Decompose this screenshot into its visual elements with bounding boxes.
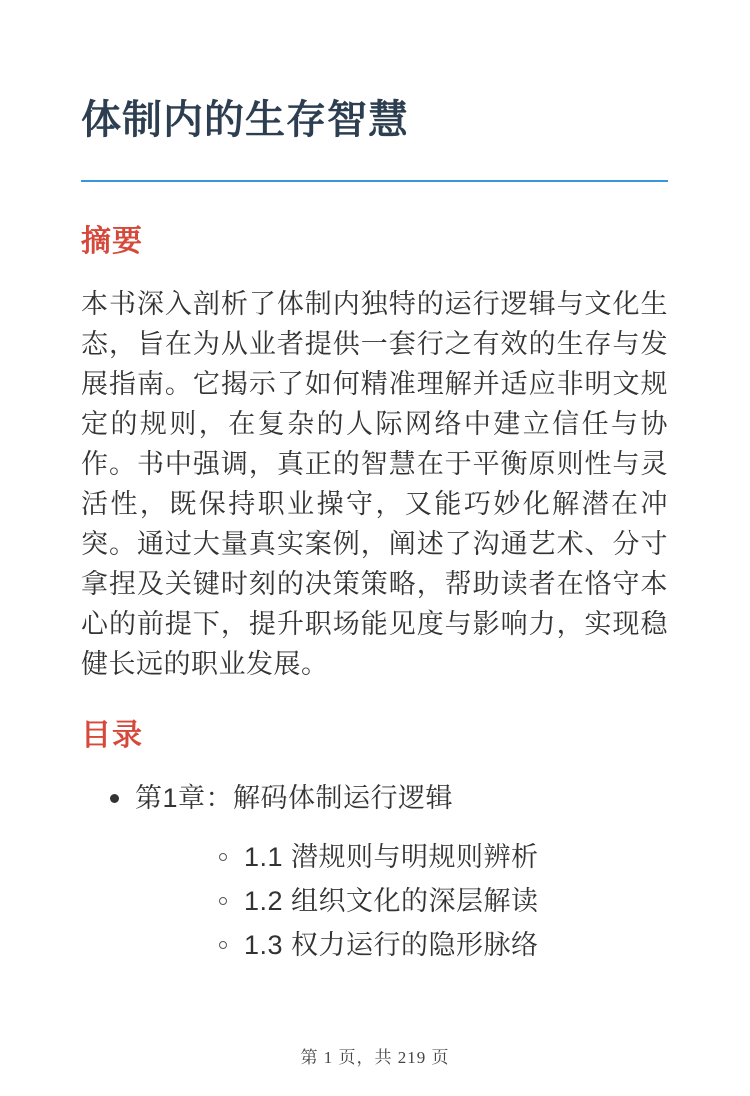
document-page bbox=[0, 96, 750, 1096]
document-title: 体制内的生存智慧 bbox=[81, 98, 409, 142]
abstract-heading: 摘要 bbox=[81, 225, 143, 258]
toc-sublist bbox=[135, 840, 668, 962]
circle-bullet-icon bbox=[219, 853, 227, 861]
page-number-indicator: 第 1 页，共 219 页 bbox=[300, 1048, 450, 1067]
toc-section-label: 1.1 潜规则与明规则辨析 bbox=[244, 842, 539, 872]
disc-bullet-icon bbox=[110, 794, 119, 803]
toc-section-item bbox=[135, 928, 668, 962]
toc-section-label: 1.2 组织文化的深层解读 bbox=[244, 886, 539, 916]
toc-chapter-label: 第1章：解码体制运行逻辑 bbox=[135, 783, 454, 813]
title-divider bbox=[81, 180, 668, 182]
toc-section-label: 1.3 权力运行的隐形脉络 bbox=[244, 930, 539, 960]
circle-bullet-icon bbox=[219, 897, 227, 905]
circle-bullet-icon bbox=[219, 941, 227, 949]
toc-section-item bbox=[135, 884, 668, 918]
abstract-paragraph: 本书深入剖析了体制内独特的运行逻辑与文化生态，旨在为从业者提供一套行之有效的生存与发展指南。它揭示了如何精准理解并适应非明文规定的规则，在复杂的人际网络中建立信任与协作。书中强调，真正的智慧在于平衡原则性与灵活性，既保持职业操守，又能巧妙化解潜在冲突。通过大量真实案例，阐述了沟通艺术、分寸拿捏及关键时刻的决策策略，帮助读者在恪守本心的前提下，提升职场能见度与影响力，实现稳健长远的职业发展。 bbox=[81, 289, 668, 679]
toc-section-item bbox=[135, 840, 668, 874]
toc-chapter-item bbox=[81, 780, 668, 962]
toc-list bbox=[81, 780, 668, 962]
toc-heading: 目录 bbox=[81, 719, 143, 752]
